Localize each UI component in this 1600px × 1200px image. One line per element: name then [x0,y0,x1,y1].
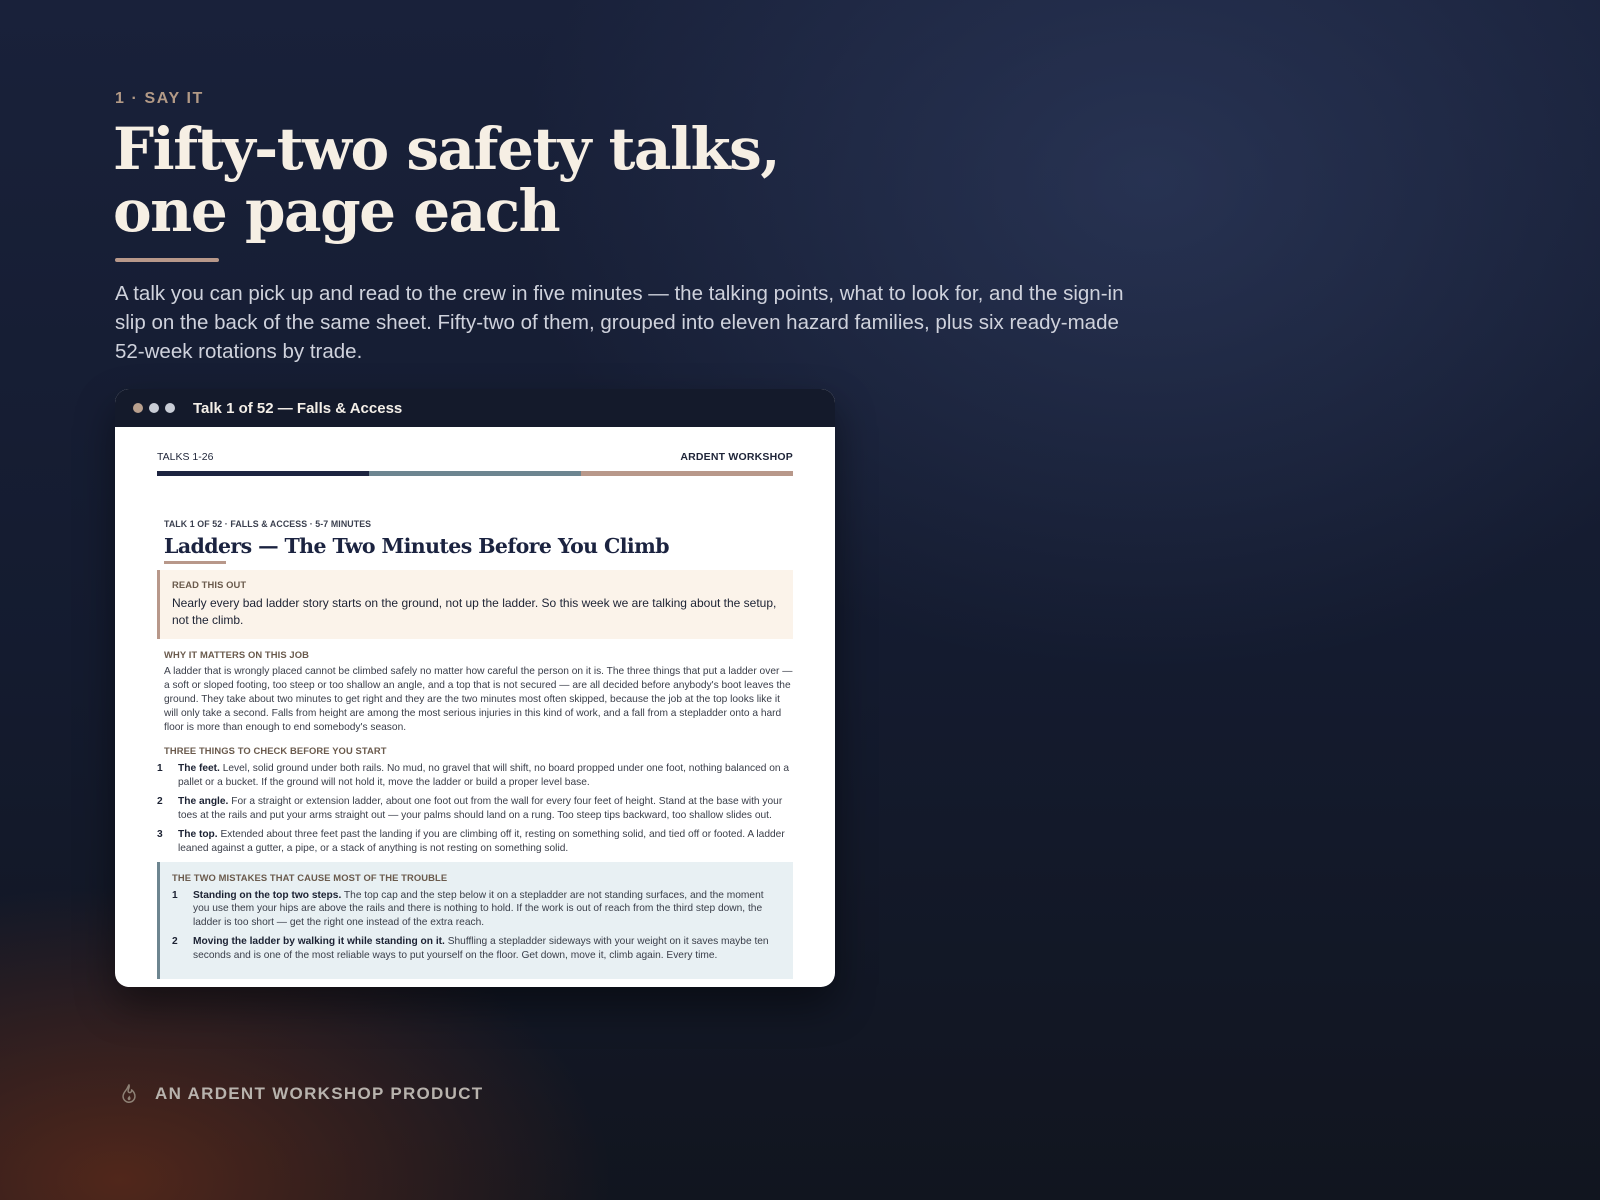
band-segment-tan [581,471,793,476]
headline-accent-rule [115,258,219,262]
why-label: WHY IT MATTERS ON THIS JOB [164,649,309,660]
checks-label: THREE THINGS TO CHECK BEFORE YOU START [164,745,387,756]
window-titlebar [115,389,835,427]
footer-brand [118,1083,483,1105]
headline-line-2: one page each [113,177,560,245]
why-text: A ladder that is wrongly placed cannot be climbed safely no matter how careful the person on it is. The three things that put a ladder over — a soft or sloped footing, too steep or too shallow an angle, and a top that is not secured — are all decided before anybody's boot leaves the ground. They take about two minutes to get right and they are the two minutes most often skipped, because the job at the top looks like it will only take a second. Falls from height are among the most serious injuries in this kind of work, and a fall from a stepladder onto a hard floor is more than enough to end somebody's season. [164,666,793,733]
check-text: For a straight or extension ladder, about one foot out from the wall for every four feet of height. Stand at the base with your toes at the rails and put your arms straight out — your palms should land on a rung. Too steep tips backward, too shallow slides out. [178,796,783,821]
page-headline [113,115,1013,245]
checks-list [157,762,793,856]
mistakes-label: THE TWO MISTAKES THAT CAUSE MOST OF THE TROUBLE [172,871,448,883]
mistake-lead: Standing on the top two steps. [193,889,342,901]
talk-title-rule [164,561,226,564]
window-title: Talk 1 of 52 — Falls & Access [193,399,403,417]
sheet-header [157,427,793,469]
lede-paragraph: A talk you can pick up and read to the crew in five minutes — the talking points, what to look for, and the sign-in slip on the back of the same sheet. Fifty-two of them, grouped into eleven hazard families, plus six ready-made 52-week rotations by trade. [115,282,1124,363]
why-section [164,649,793,735]
flame-icon [118,1083,140,1105]
mistakes-callout [157,862,793,979]
band-segment-slate [369,471,581,476]
talk-title: Ladders — The Two Minutes Before You Climb [164,534,669,558]
check-lead: The feet. [178,763,220,774]
mistake-lead: Moving the ladder by walking it while standing on it. [193,936,445,948]
read-label: READ THIS OUT [172,579,247,590]
mistake-text: The top cap and the step below it on a stepladder are not standing surfaces, and the moment you use them your hips are above the rails and there is nothing to hold. If the work is out of reach from the third step down, the ladder is too short — get the right one instead of the extra reach. [193,889,764,928]
headline-line-1: Fifty-two safety talks, [113,115,780,183]
footer-text: AN ARDENT WORKSHOP PRODUCT [155,1084,484,1103]
mistake-number: 2 [172,936,178,948]
mistakes-list [172,889,781,963]
check-number: 3 [157,829,163,841]
check-text: Extended about three feet past the landing if you are climbing off it, resting on something solid, and tied off or footed. A ladder leaned against a gutter, a pipe, or a stack of anything is not resting on something solid. [178,829,785,854]
check-item [157,762,793,789]
window-dot-minimize[interactable] [149,403,159,413]
window-dot-maximize[interactable] [165,403,175,413]
sheet-brand: ARDENT WORKSHOP [680,450,793,463]
mistake-number: 1 [172,889,178,901]
check-text: Level, solid ground under both rails. No mud, no gravel that will shift, no board propped under one foot, nothing balanced on a pallet or a bucket. If the ground will not hold it, move the ladder or build a proper level base. [178,763,790,788]
talk-meta: TALK 1 OF 52 · FALLS & ACCESS · 5-7 MINUTES [164,519,372,529]
preview-window [115,389,835,987]
sheet-range-label: TALKS 1-26 [157,450,214,463]
window-dot-close[interactable] [133,403,143,413]
check-lead: The top. [178,829,218,841]
check-item [157,828,793,855]
checks-section [157,745,793,856]
band-segment-navy [157,471,369,476]
check-number: 1 [157,763,163,774]
check-item [157,795,793,822]
talk-sheet [115,427,835,979]
check-lead: The angle. [178,796,229,808]
check-number: 2 [157,796,163,808]
mistake-item [172,889,781,930]
read-this-out-callout [157,570,793,639]
mistake-text: Shuffling a stepladder sideways with your weight on it saves maybe ten seconds and is one of the most reliable ways to put yourself on the floor. Get down, move it, climb again. Every time. [193,936,769,961]
sheet-color-band [157,471,793,476]
section-eyebrow: 1 · SAY IT [115,90,204,107]
read-text: Nearly every bad ladder story starts on the ground, not up the ladder. So this week we are talking about the setup, not the climb. [172,596,777,627]
mistake-item [172,935,781,962]
